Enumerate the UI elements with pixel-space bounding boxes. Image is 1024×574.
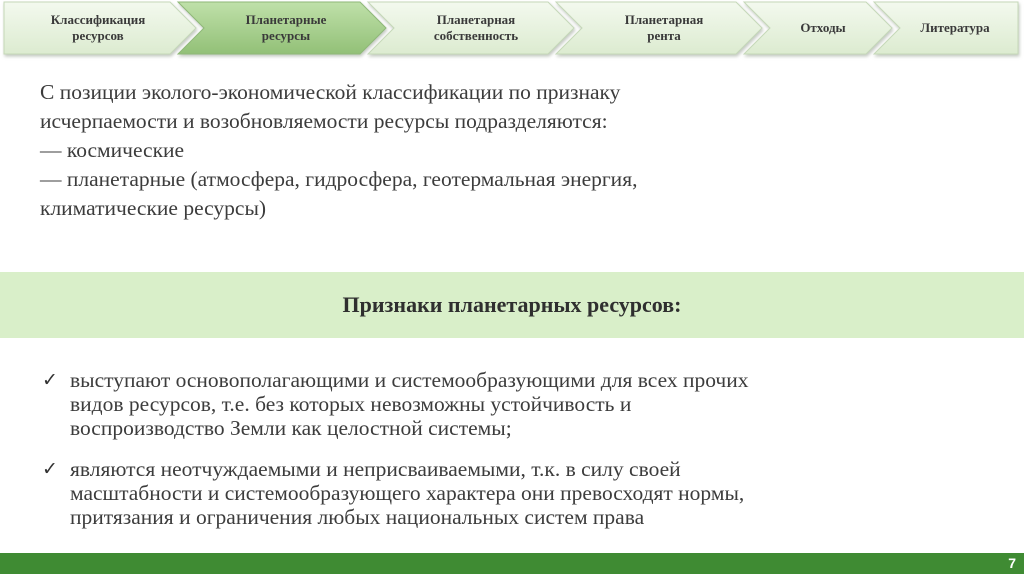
intro-line: — планетарные (атмосфера, гидросфера, геотермальная энергия,: [40, 167, 638, 191]
list-item-line: притязания и ограничения любых национальных систем права: [70, 505, 645, 529]
page-number: 7: [1008, 555, 1016, 571]
nav-item-literature[interactable]: Литература: [920, 20, 990, 35]
nav-item-planetary-resources[interactable]: Планетарные ресурсы: [245, 12, 327, 43]
list-item-line: воспроизводство Земли как целостной системы;: [70, 416, 512, 440]
section-title: Признаки планетарных ресурсов:: [342, 292, 682, 317]
list-item: [42, 368, 992, 440]
intro-line: климатические ресурсы): [40, 196, 267, 220]
nav-item-waste[interactable]: Отходы: [800, 20, 846, 35]
top-navigation: [0, 0, 1024, 62]
check-icon: ✓: [42, 458, 58, 480]
nav-item-classification[interactable]: Классификация ресурсов: [50, 12, 146, 43]
footer-bar: [0, 553, 1024, 574]
list-item: [42, 457, 992, 529]
check-icon: ✓: [42, 369, 58, 391]
intro-text: [40, 78, 1000, 223]
features-list: [42, 368, 992, 546]
list-item-line: видов ресурсов, т.е. без которых невозможны устойчивость и: [70, 392, 632, 416]
section-band: [0, 272, 1024, 338]
intro-line: — космические: [40, 138, 185, 162]
list-item-line: являются неотчуждаемыми и неприсваиваемыми, т.к. в силу своей: [70, 457, 681, 481]
nav-item-planetary-rent[interactable]: Планетарная рента: [624, 12, 704, 43]
list-item-line: выступают основополагающими и системообразующими для всех прочих: [70, 368, 749, 392]
list-item-line: масштабности и системообразующего характера они превосходят нормы,: [70, 481, 745, 505]
intro-line: исчерпаемости и возобновляемости ресурсы подразделяются:: [40, 109, 608, 133]
nav-item-planetary-property[interactable]: Планетарная собственность: [433, 12, 519, 43]
intro-line: С позиции эколого-экономической классификации по признаку: [40, 80, 621, 104]
